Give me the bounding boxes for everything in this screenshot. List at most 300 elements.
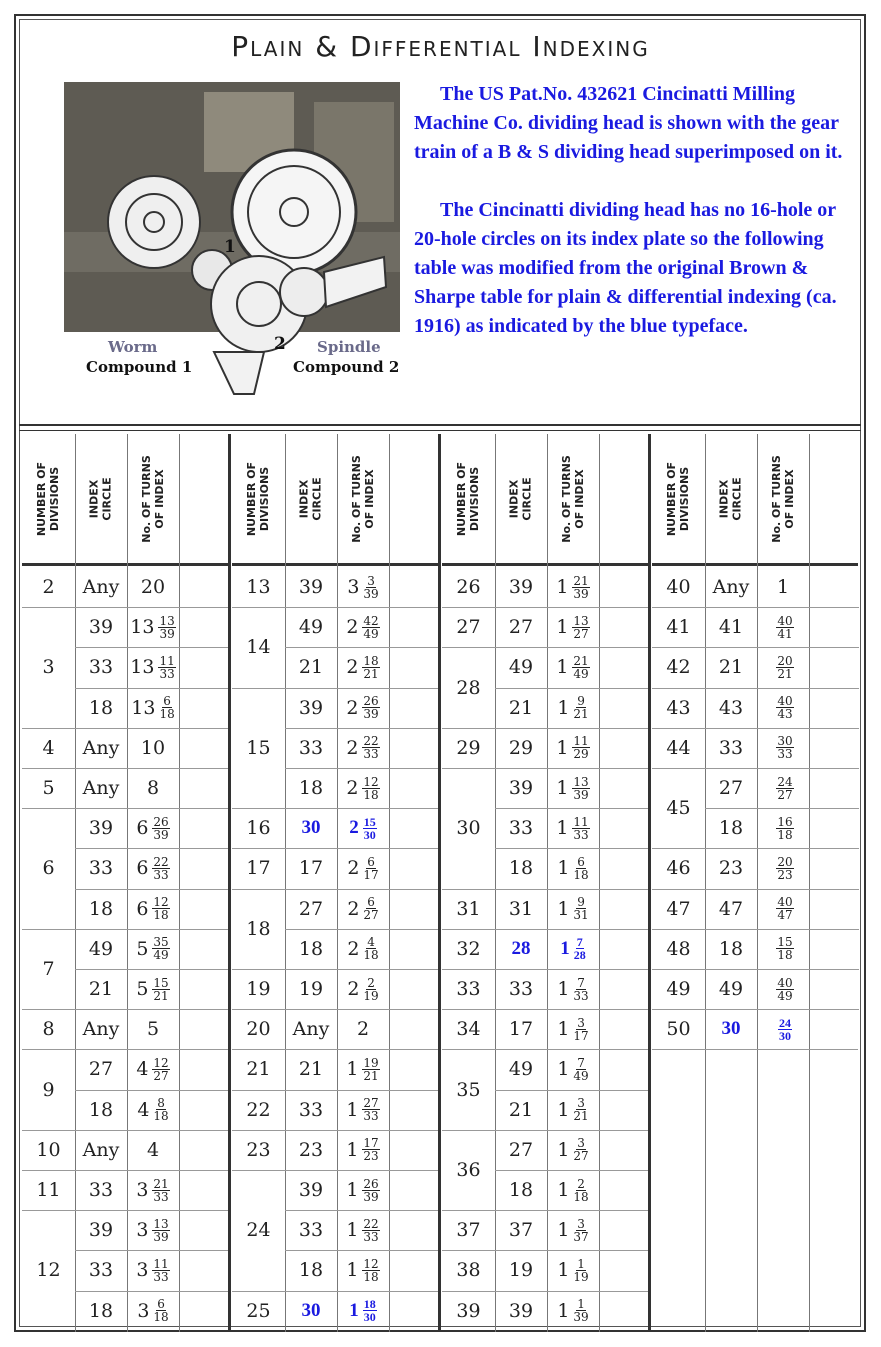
index-circle: 27 <box>88 1058 114 1081</box>
page-title: Plain & Differential Indexing <box>231 30 650 63</box>
fraction-numerator: 2 <box>367 975 375 990</box>
row-rule <box>495 1090 649 1091</box>
row-rule <box>75 1170 229 1171</box>
intro-paragraph-2: The Cincinatti dividing head has no 16-hole or 20-hole circles on its index plate so the following table was modified from the original Brown & Sharpe table for plain & differential indexing (ca. 1916) as indicated by the blue typeface. <box>414 199 837 337</box>
turns-whole: 1 <box>346 1098 359 1121</box>
division-number: 33 <box>456 978 481 1001</box>
row-rule <box>285 1210 439 1211</box>
row-rule <box>652 969 705 970</box>
turns-of-index <box>337 808 389 848</box>
index-circle: 30 <box>721 1018 741 1040</box>
fraction-denominator: 21 <box>363 666 379 681</box>
fraction-denominator: 39 <box>159 626 175 641</box>
turns-fraction <box>776 856 793 881</box>
row-rule <box>705 647 859 648</box>
turns-of-index <box>127 1009 179 1049</box>
fraction-denominator: 27 <box>573 626 589 641</box>
fraction-denominator: 18 <box>159 707 175 722</box>
row-rule <box>705 808 859 809</box>
turns-of-index <box>337 1210 389 1250</box>
turns-whole: 2 <box>347 937 360 960</box>
turns-of-index <box>337 647 389 687</box>
turns-whole: 5 <box>136 937 149 960</box>
column-header <box>757 434 809 564</box>
division-number: 44 <box>666 736 691 759</box>
fraction-denominator: 33 <box>573 988 589 1003</box>
turns-of-index <box>337 848 389 888</box>
row-rule <box>652 688 705 689</box>
turns-of-index <box>757 728 809 768</box>
row-rule <box>495 1210 649 1211</box>
turns-fraction <box>573 856 588 881</box>
fraction-numerator: 11 <box>573 734 589 749</box>
row-rule <box>75 1210 229 1211</box>
turns-of-index <box>547 647 599 687</box>
fraction-numerator: 12 <box>153 1055 169 1070</box>
index-circle: 39 <box>88 817 114 840</box>
fraction-numerator: 22 <box>363 1216 379 1231</box>
fraction-numerator: 40 <box>777 975 793 990</box>
index-circle: 18 <box>508 857 534 880</box>
fraction-numerator: 15 <box>153 975 169 990</box>
section-rule <box>228 434 231 1332</box>
division-number: 12 <box>36 1259 61 1282</box>
division-number: 14 <box>246 636 271 659</box>
column-header <box>22 434 75 564</box>
turns-fraction <box>152 856 169 881</box>
turns-fraction <box>363 816 377 841</box>
division-number: 24 <box>246 1219 271 1242</box>
row-rule <box>705 728 859 729</box>
index-circle: 18 <box>88 696 114 719</box>
turns-whole: 2 <box>346 696 359 719</box>
row-rule <box>652 607 705 608</box>
turns-whole: 1 <box>560 937 570 959</box>
index-circle: 37 <box>508 1219 534 1242</box>
fraction-numerator: 7 <box>577 975 585 990</box>
fraction-denominator: 27 <box>363 908 379 923</box>
turns-whole: 1 <box>556 817 569 840</box>
row-rule <box>22 768 75 769</box>
fraction-numerator: 6 <box>367 854 375 869</box>
section-rule <box>438 434 441 1332</box>
turns-of-index <box>547 1210 599 1250</box>
fraction-denominator: 27 <box>153 1068 169 1083</box>
turns-whole: 1 <box>557 1018 570 1041</box>
row-rule <box>75 1090 229 1091</box>
row-rule <box>232 1049 285 1050</box>
column-header-text: NUMBER OF DIVISIONS <box>665 461 692 537</box>
turns-of-index <box>547 1130 599 1170</box>
row-rule <box>285 607 439 608</box>
fraction-numerator: 20 <box>777 854 793 869</box>
turns-fraction <box>363 856 378 881</box>
turns-of-index <box>127 929 179 969</box>
index-circle: 27 <box>508 1138 534 1161</box>
fraction-numerator: 3 <box>577 1015 585 1030</box>
fraction-numerator: 3 <box>577 1216 585 1231</box>
column-header-text: NUMBER OF DIVISIONS <box>245 461 272 537</box>
turns-of-index <box>547 1170 599 1210</box>
fraction-denominator: 39 <box>363 707 379 722</box>
division-number: 5 <box>42 777 55 800</box>
index-circle: 33 <box>298 1098 324 1121</box>
header-rule <box>442 563 648 566</box>
index-circle: 18 <box>298 777 324 800</box>
index-circle: Any <box>712 576 750 599</box>
row-rule <box>75 1009 229 1010</box>
row-rule <box>285 647 439 648</box>
fraction-numerator: 6 <box>163 694 171 709</box>
turns-fraction <box>153 1298 168 1323</box>
fraction-numerator: 11 <box>153 1256 169 1271</box>
turns-of-index <box>337 1250 389 1290</box>
turns-of-index <box>337 1009 389 1049</box>
fraction-denominator: 21 <box>573 1109 589 1124</box>
turns-fraction <box>158 615 175 640</box>
fraction-numerator: 26 <box>153 814 169 829</box>
row-rule <box>705 889 859 890</box>
row-rule <box>75 647 229 648</box>
fraction-numerator: 11 <box>159 653 175 668</box>
turns-fraction <box>363 1298 377 1323</box>
row-rule <box>652 647 705 648</box>
row-rule <box>652 1009 705 1010</box>
index-circle: 39 <box>508 1299 534 1322</box>
section-divider <box>19 424 861 426</box>
row-rule <box>442 929 495 930</box>
fraction-denominator: 47 <box>777 908 793 923</box>
turns-whole: 2 <box>347 978 360 1001</box>
index-circle: 49 <box>508 1058 534 1081</box>
fraction-denominator: 39 <box>153 1229 169 1244</box>
index-circle: 30 <box>301 1299 321 1321</box>
fraction-denominator: 41 <box>777 626 793 641</box>
turns-whole: 3 <box>347 576 360 599</box>
turns-of-index <box>337 688 389 728</box>
division-number: 19 <box>246 978 271 1001</box>
fraction-numerator: 2 <box>577 1176 585 1191</box>
index-circle: 49 <box>718 978 744 1001</box>
row-rule <box>495 848 649 849</box>
row-rule <box>232 1170 285 1171</box>
turns-whole: 1 <box>557 1138 570 1161</box>
row-rule <box>652 929 705 930</box>
row-rule <box>442 728 495 729</box>
row-rule <box>495 688 649 689</box>
turns-fraction <box>572 776 589 801</box>
turns-whole: 2 <box>346 616 359 639</box>
turns-fraction <box>152 1258 169 1283</box>
turns-whole: 1 <box>557 897 570 920</box>
fraction-numerator: 27 <box>363 1096 379 1111</box>
column-header-text: No. OF TURNS OF INDEX <box>770 455 797 543</box>
row-rule <box>22 728 75 729</box>
division-number: 11 <box>36 1179 61 1202</box>
turns-fraction <box>159 695 174 720</box>
fraction-numerator: 12 <box>363 1256 379 1271</box>
division-number: 13 <box>246 576 271 599</box>
row-rule <box>75 969 229 970</box>
division-number: 45 <box>666 797 691 820</box>
row-rule <box>75 929 229 930</box>
fraction-denominator: 33 <box>153 867 169 882</box>
index-circle: 19 <box>508 1259 534 1282</box>
row-rule <box>232 688 285 689</box>
turns-fraction <box>572 615 589 640</box>
turns-of-index <box>547 848 599 888</box>
index-circle: 28 <box>511 937 531 959</box>
index-circle: 19 <box>298 978 324 1001</box>
fraction-numerator: 26 <box>363 1176 379 1191</box>
column-header <box>75 434 127 564</box>
turns-of-index <box>757 969 809 1009</box>
turns-fraction <box>776 695 793 720</box>
index-circle: 30 <box>301 817 321 839</box>
turns-whole: 1 <box>556 576 569 599</box>
row-rule <box>495 607 649 608</box>
index-circle: 39 <box>508 576 534 599</box>
fraction-denominator: 33 <box>573 827 589 842</box>
turns-fraction <box>776 776 793 801</box>
caption-spindle: Spindle <box>317 338 381 356</box>
row-rule <box>705 607 859 608</box>
turns-whole: 2 <box>346 736 359 759</box>
row-rule <box>285 808 439 809</box>
turns-of-index <box>757 768 809 808</box>
division-number: 28 <box>456 676 481 699</box>
fraction-numerator: 17 <box>363 1136 379 1151</box>
division-number: 34 <box>456 1018 481 1041</box>
fraction-numerator: 7 <box>576 935 583 950</box>
fraction-denominator: 39 <box>153 827 169 842</box>
turns-of-index <box>547 567 599 607</box>
division-number: 42 <box>666 656 691 679</box>
fraction-denominator: 23 <box>363 1149 379 1164</box>
turns-fraction <box>158 655 175 680</box>
column-header-text: No. OF TURNS OF INDEX <box>350 455 377 543</box>
turns-of-index <box>547 728 599 768</box>
row-rule <box>442 607 495 608</box>
division-number: 22 <box>246 1098 271 1121</box>
turns-fraction <box>362 1137 379 1162</box>
index-circle: 18 <box>88 1299 114 1322</box>
turns-of-index <box>337 1291 389 1331</box>
fraction-denominator: 39 <box>573 1310 589 1325</box>
division-number: 50 <box>666 1018 691 1041</box>
row-rule <box>442 1210 495 1211</box>
row-rule <box>495 647 649 648</box>
turns-fraction <box>573 1258 588 1283</box>
turns-of-index <box>547 688 599 728</box>
fraction-denominator: 27 <box>573 1149 589 1164</box>
row-rule <box>652 768 705 769</box>
fraction-numerator: 30 <box>777 734 793 749</box>
index-circle: 21 <box>298 1058 324 1081</box>
row-rule <box>285 728 439 729</box>
row-rule <box>495 889 649 890</box>
fraction-denominator: 39 <box>573 586 589 601</box>
index-circle: 23 <box>718 857 744 880</box>
turns-of-index <box>757 647 809 687</box>
index-circle: 23 <box>298 1138 324 1161</box>
turns-fraction <box>776 816 793 841</box>
row-rule <box>285 768 439 769</box>
turns-of-index <box>337 1130 389 1170</box>
turns-whole: 2 <box>349 817 359 839</box>
division-number: 35 <box>456 1078 481 1101</box>
index-circle: 33 <box>508 817 534 840</box>
index-circle: 39 <box>88 1219 114 1242</box>
division-number: 26 <box>456 576 481 599</box>
turns-fraction <box>153 1097 168 1122</box>
turns-fraction <box>573 1097 588 1122</box>
turns-fraction <box>776 735 793 760</box>
turns-fraction <box>362 695 379 720</box>
turns-whole: 1 <box>346 1179 359 1202</box>
turns-of-index <box>127 848 179 888</box>
turns-of-index <box>547 969 599 1009</box>
fraction-numerator: 40 <box>777 613 793 628</box>
fraction-denominator: 33 <box>777 747 793 762</box>
index-circle: 33 <box>508 978 534 1001</box>
index-circle: 31 <box>508 897 534 920</box>
row-rule <box>652 848 705 849</box>
turns-fraction <box>572 575 589 600</box>
turns-fraction <box>573 1298 588 1323</box>
index-circle: 33 <box>298 736 324 759</box>
division-number: 36 <box>456 1158 481 1181</box>
turns-whole: 1 <box>557 1098 570 1121</box>
row-rule <box>285 1291 439 1292</box>
turns-fraction <box>152 977 169 1002</box>
turns-whole: 1 <box>557 1179 570 1202</box>
turns-fraction <box>362 735 379 760</box>
row-rule <box>495 808 649 809</box>
row-rule <box>285 1049 439 1050</box>
turns-whole: 1 <box>557 1058 570 1081</box>
turns-whole: 2 <box>347 857 360 880</box>
row-rule <box>285 969 439 970</box>
row-rule <box>442 647 495 648</box>
row-rule <box>442 889 495 890</box>
index-circle: 47 <box>718 897 744 920</box>
turns-fraction <box>152 1178 169 1203</box>
fraction-denominator: 39 <box>363 586 379 601</box>
row-rule <box>495 1250 649 1251</box>
turns-whole: 1 <box>556 736 569 759</box>
fraction-denominator: 49 <box>573 1068 589 1083</box>
turns-fraction <box>573 1017 588 1042</box>
section-rule <box>648 434 651 1332</box>
index-circle: 21 <box>718 656 744 679</box>
column-header-text: NUMBER OF DIVISIONS <box>35 461 62 537</box>
row-rule <box>232 1009 285 1010</box>
row-rule <box>75 1130 229 1131</box>
turns-of-index <box>127 607 179 647</box>
index-circle: 39 <box>298 576 324 599</box>
turns-fraction <box>573 977 588 1002</box>
turns-fraction <box>363 575 378 600</box>
turns-of-index <box>757 929 809 969</box>
fraction-numerator: 19 <box>363 1055 379 1070</box>
row-rule <box>22 1210 75 1211</box>
turns-whole: 20 <box>140 576 166 599</box>
index-circle: Any <box>82 777 120 800</box>
turns-of-index <box>127 808 179 848</box>
fraction-denominator: 33 <box>153 1269 169 1284</box>
fraction-denominator: 33 <box>363 1229 379 1244</box>
turns-of-index <box>127 647 179 687</box>
fraction-numerator: 6 <box>577 854 585 869</box>
index-circle: 49 <box>88 937 114 960</box>
fraction-numerator: 1 <box>577 1297 585 1312</box>
fraction-denominator: 39 <box>363 1189 379 1204</box>
column-header-text: No. OF TURNS OF INDEX <box>140 455 167 543</box>
turns-fraction <box>776 977 793 1002</box>
fraction-denominator: 18 <box>153 1310 169 1325</box>
column-rule <box>809 434 810 1332</box>
turns-of-index <box>547 1291 599 1331</box>
index-circle: 18 <box>298 1259 324 1282</box>
turns-of-index <box>337 768 389 808</box>
turns-whole: 1 <box>556 777 569 800</box>
fraction-denominator: 21 <box>363 1068 379 1083</box>
turns-of-index <box>547 768 599 808</box>
row-rule <box>705 969 859 970</box>
row-rule <box>285 688 439 689</box>
fraction-numerator: 1 <box>577 1256 585 1271</box>
fraction-numerator: 12 <box>153 895 169 910</box>
turns-of-index <box>127 768 179 808</box>
caption-worm: Worm <box>108 338 158 356</box>
index-circle: 18 <box>718 817 744 840</box>
index-circle: 49 <box>298 616 324 639</box>
fraction-numerator: 16 <box>777 814 793 829</box>
fraction-denominator: 21 <box>153 988 169 1003</box>
index-circle: 21 <box>298 656 324 679</box>
row-rule <box>495 1170 649 1171</box>
fraction-numerator: 11 <box>573 814 589 829</box>
turns-whole: 13 <box>131 696 156 719</box>
fraction-numerator: 4 <box>367 935 375 950</box>
turns-of-index <box>547 929 599 969</box>
index-circle: 17 <box>508 1018 534 1041</box>
division-number: 2 <box>42 576 55 599</box>
row-rule <box>652 1049 858 1050</box>
fraction-numerator: 20 <box>777 653 793 668</box>
row-rule <box>285 889 439 890</box>
row-rule <box>22 808 75 809</box>
index-circle: 18 <box>298 937 324 960</box>
turns-whole: 1 <box>349 1299 359 1321</box>
fraction-numerator: 12 <box>363 774 379 789</box>
row-rule <box>22 1170 75 1171</box>
turns-of-index <box>337 1090 389 1130</box>
turns-fraction <box>362 1057 379 1082</box>
fraction-numerator: 24 <box>779 1015 791 1030</box>
turns-of-index <box>127 567 179 607</box>
turns-of-index <box>127 1130 179 1170</box>
turns-of-index <box>127 1250 179 1290</box>
index-circle: Any <box>82 736 120 759</box>
turns-fraction <box>362 1097 379 1122</box>
row-rule <box>75 768 229 769</box>
fraction-numerator: 6 <box>157 1297 165 1312</box>
column-header <box>127 434 179 564</box>
turns-whole: 1 <box>557 857 570 880</box>
fraction-denominator: 30 <box>363 827 376 842</box>
